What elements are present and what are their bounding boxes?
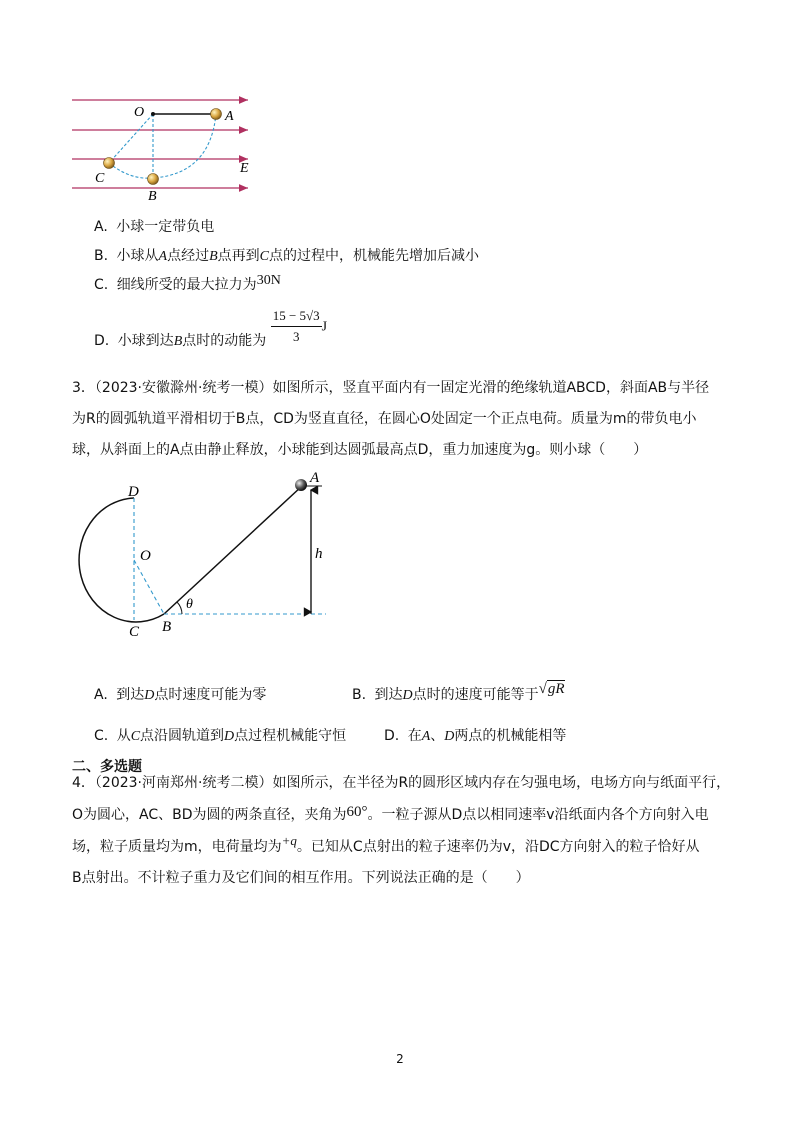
q4-line-1	[72, 776, 732, 790]
option-letter: D.	[94, 332, 110, 349]
dashed-arc	[109, 114, 216, 178]
var-C: C	[259, 249, 269, 264]
option-text-part: 小球到达	[117, 332, 174, 349]
var-B: B	[173, 333, 183, 349]
figure-electric-field-pendulum	[70, 92, 270, 204]
radicand: gR	[547, 681, 565, 697]
var-D: D	[224, 729, 235, 744]
option-text-part: 点的过程中，机械能先增加后减小	[268, 248, 479, 264]
question-text: 。一粒子源从D点以相同速率v沿纸面内各个方向射入电	[367, 807, 709, 823]
label-O: O	[140, 548, 151, 564]
question-number: 3．	[72, 380, 95, 396]
pivot-O	[151, 112, 155, 116]
option-letter: D.	[384, 728, 400, 744]
var-D: D	[144, 688, 155, 703]
page-number: 2	[396, 1052, 404, 1066]
var-A: A	[421, 729, 431, 744]
ball-B	[148, 174, 159, 185]
question-text: 场，粒子质量均为m，电荷量均为	[72, 839, 282, 855]
option-text-part: 、	[430, 728, 445, 744]
option-text: 小球一定带负电	[116, 219, 215, 235]
q4-line-2	[72, 804, 732, 823]
q4-line-3	[72, 833, 732, 855]
question-text: 为R的圆弧轨道平滑相切于B点，CD为竖直直径，在圆心O处固定一个正点电荷。质量为m的带负电小	[72, 411, 697, 427]
option-text-part: 点经过	[167, 248, 210, 264]
question-text: 球，从斜面上的A点由静止释放，小球能到达圆弧最高点D，重力加速度为g。则小球（ ）	[72, 442, 648, 458]
question-number: 4．	[72, 775, 95, 791]
label-O: O	[134, 105, 145, 120]
option-text-part: 到达	[374, 687, 403, 703]
angle-arc	[177, 602, 182, 614]
question-text: 如图所示，在半径为R的圆形区域内存在匀强电场，电场方向与纸面平行，	[272, 775, 731, 791]
ball-A	[295, 479, 307, 491]
dashed-OB	[134, 560, 164, 614]
var-D: D	[444, 729, 455, 744]
question-source: （2023·河南郑州·统考二模）	[94, 775, 273, 791]
option-text-part: 点时的动能为	[182, 332, 267, 349]
var-D: D	[402, 688, 413, 703]
option-letter: B.	[352, 687, 367, 703]
label-E: E	[240, 161, 249, 176]
unit-joule: J	[321, 319, 328, 335]
q3-option-b[interactable]	[352, 681, 565, 704]
question-text: 。已知从C点射出的粒子速率仍为v，沿DC方向射入的粒子恰好从	[296, 839, 700, 855]
option-text-part: 两点的机械能相等	[454, 728, 567, 744]
question-source: （2023·安徽滁州·统考一模）	[94, 380, 273, 396]
sqrt-gR: √gR	[538, 681, 565, 697]
dashed-OC	[109, 114, 153, 163]
q2-option-d[interactable]	[94, 308, 328, 349]
q2-option-a[interactable]	[94, 216, 214, 236]
option-text-part: 点过程机械能守恒	[234, 728, 347, 744]
option-letter: A.	[94, 219, 108, 235]
option-text-part: 点沿圆轨道到	[140, 728, 225, 744]
q3-line-1	[72, 381, 732, 395]
option-letter: C.	[94, 277, 109, 293]
option-text-part: 在	[407, 728, 422, 744]
option-letter: A.	[94, 687, 108, 703]
q3-line-2	[72, 412, 732, 426]
q2-option-c[interactable]	[94, 274, 281, 294]
label-h: h	[315, 546, 323, 562]
label-B: B	[148, 189, 157, 204]
q3-option-a[interactable]	[94, 684, 266, 704]
option-text-part: 点再到	[217, 248, 260, 264]
question-text: O为圆心，AC、BD为圆的两条直径，夹角为	[72, 807, 347, 823]
ball-A	[211, 109, 222, 120]
label-A: A	[225, 109, 234, 124]
question-text: 如图所示，竖直平面内有一固定光滑的绝缘轨道ABCD，斜面AB与半径	[272, 380, 710, 396]
fraction-numerator: 15 − 5√3	[271, 308, 322, 327]
q3-option-d[interactable]	[384, 725, 566, 745]
question-text: B点射出。不计粒子重力及它们间的相互作用。下列说法正确的是（ ）	[72, 870, 530, 886]
section-heading-multiple-choice: 二、多选题	[72, 759, 142, 775]
label-C: C	[129, 624, 140, 640]
arc-track	[79, 498, 164, 622]
label-B: B	[162, 619, 172, 635]
q3-line-3	[72, 443, 732, 457]
q3-option-c[interactable]	[94, 725, 346, 745]
incline-AB	[164, 486, 302, 614]
label-A: A	[310, 470, 320, 486]
option-letter: C.	[94, 728, 109, 744]
option-letter: B.	[94, 248, 109, 264]
var-C: C	[130, 729, 141, 744]
option-text-part: 小球从	[116, 248, 159, 264]
option-text-part: 点时速度可能为零	[154, 687, 267, 703]
label-C: C	[95, 171, 105, 186]
option-text-part: 从	[116, 728, 131, 744]
option-text-part: 点时的速度可能等于	[412, 687, 539, 703]
ball-C	[104, 158, 115, 169]
max-tension-value: 30N	[256, 273, 281, 288]
label-D: D	[128, 484, 139, 500]
q4-line-4	[72, 871, 732, 885]
q2-option-b[interactable]	[94, 245, 479, 265]
charge-value: +q	[281, 833, 297, 848]
option-text: 细线所受的最大拉力为	[116, 277, 257, 293]
kinetic-energy-fraction	[271, 308, 322, 345]
var-B: B	[209, 249, 218, 264]
angle-value: 60°	[346, 804, 368, 820]
label-theta: θ	[186, 597, 193, 612]
figure-track-abcd	[64, 468, 364, 644]
fraction-denominator: 3	[292, 329, 300, 344]
var-A: A	[158, 249, 168, 264]
option-text-part: 到达	[116, 687, 145, 703]
